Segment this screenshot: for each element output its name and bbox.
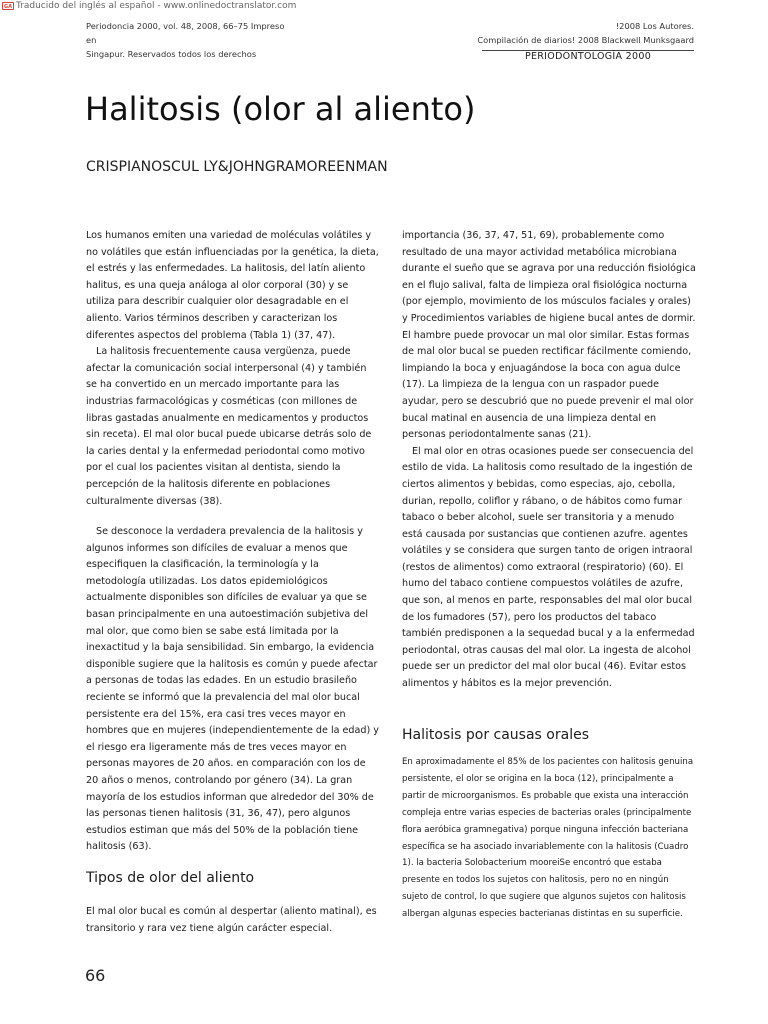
section-heading-oral-causes: Halitosis por causas orales: [402, 727, 589, 743]
citation-line-2: Singapur. Reservados todos los derechos: [86, 49, 257, 59]
body-paragraph: La halitosis frecuentemente causa vergüenza, puede afectar la comunicación social interpersonal (4) y también se ha convertido en un mercado importante para las industrias farmacológicas y cosméticas (con millones de libras gastadas anualmente en medicamentos y productos sin receta). El mal olor bucal puede ubicarse detrás solo de la caries dental y la enfermedad periodontal como motivo por el cual los pacientes visitan al dentista, siendo la percepción de la halitosis diferente en poblaciones culturalmente diversas (38).: [86, 346, 372, 507]
copyright-line-2: Compilación de diarios! 2008 Blackwell Munksgaard: [477, 35, 694, 45]
page-number: 66: [85, 966, 106, 985]
citation-line-1: Periodoncia 2000, vol. 48, 2008, 66–75 Impreso en: [86, 21, 285, 45]
article-authors: CRISPIANOSCUL LY&JOHNGRAMOREENMAN: [86, 159, 388, 175]
section-heading-breath-types: Tipos de olor del aliento: [86, 870, 255, 886]
body-paragraph: Se desconoce la verdadera prevalencia de la halitosis y algunos informes son difíciles de evaluar a menos que especifiquen la clasificación, la terminología y la metodología utilizadas. Los datos epidemiológicos actualmente disponibles son difíciles de evaluar ya que se basan principalmente en una autoestimación subjetiva del mal olor, que como bien se sabe está limitada por la inexactitud y la baja sensibilidad. Sin embargo, la evidencia disponible sugiere que la halitosis es común y puede afectar a personas de todas las edades. En un estudio brasileño reciente se informó que la prevalencia del mal olor bucal persistente era del 15%, era casi tres veces mayor en hombres que en mujeres (independientemente de la edad) y el riesgo era ligeramente más de tres veces mayor en personas mayores de 20 años. en comparación con los de 20 años o menos, controlando por género (34). La gran mayoría de los estudios informan que alrededor del 30% de las personas tienen halitosis (31, 36, 47), pero algunos estudios estiman que más del 50% de la población tiene halitosis (63).: [86, 526, 379, 853]
citation-header: [86, 19, 286, 61]
body-paragraph: Los humanos emiten una variedad de moléculas volátiles y no volátiles que están influenciadas por la genética, la dieta, el estrés y las enfermedades. La halitosis, del latín aliento halitus, es una queja análoga al olor corporal (30) y se utiliza para describir cualquier olor desagradable en el aliento. Varios términos describen y caracterizan los diferentes aspectos del problema (Tabla 1) (37, 47).: [86, 230, 379, 341]
journal-name: PERIODONTOLOGÍA 2000: [524, 51, 652, 62]
translation-banner: [2, 0, 296, 11]
copyright-header: [440, 19, 694, 47]
translation-banner-text[interactable]: Traducido del inglés al español - www.onlinedoctranslator.com: [16, 0, 297, 11]
translate-icon: GA: [2, 2, 14, 10]
right-column: [402, 228, 696, 693]
left-column-continued: [86, 904, 380, 937]
copyright-line-1: !2008 Los Autores.: [615, 21, 694, 31]
left-column: [86, 228, 380, 856]
body-paragraph: En aproximadamente el 85% de los pacientes con halitosis genuina persistente, el olor se origina en la boca (12), principalmente a partir de microorganismos. Es probable que exista una interacción compleja entre varias especies de bacterias orales (principalmente flora aeróbica gramnegativa) porque ninguna infección bacteriana específica se ha asociado invariablemente con la halitosis (Cuadro 1). la bacteria Solobacterium mooreiSe encontró que estaba presente en todos los sujetos con halitosis, pero no en ningún sujeto de control, lo que sugiere que algunos sujetos con halitosis albergan algunas especies bacterianas distintas en su superficie.: [402, 757, 694, 920]
article-title: Halitosis (olor al aliento): [85, 90, 476, 128]
body-paragraph: El mal olor bucal es común al despertar (aliento matinal), es transitorio y rara vez tiene algún carácter especial.: [86, 906, 377, 934]
body-paragraph: El mal olor en otras ocasiones puede ser consecuencia del estilo de vida. La halitosis como resultado de la ingestión de ciertos alimentos y bebidas, como especias, ajo, cebolla, durian, repollo, coliflor y rábano, o de hábitos como fumar tabaco o beber alcohol, suele ser transitoria y a menudo está causada por sustancias que contienen azufre. agentes volátiles y se considera que surgen tanto de origen intraoral (restos de alimentos) como extraoral (respiratorio) (60). El humo del tabaco contiene compuestos volátiles de azufre, que son, al menos en parte, responsables del mal olor bucal de los fumadores (57), pero los productos del tabaco también predisponen a la sequedad bucal y a la enfermedad periodontal, otras causas del mal olor. La ingesta de alcohol puede ser un predictor del mal olor bucal (46). Evitar estos alimentos y hábitos es la mejor prevención.: [402, 445, 695, 690]
right-column-continued: [402, 754, 696, 923]
body-paragraph: importancia (36, 37, 47, 51, 69), probablemente como resultado de una mayor actividad metabólica microbiana durante el sueño que se agrava por una reducción fisiológica en el flujo salival, falta de limpieza oral fisiológica nocturna (por ejemplo, movimiento de los músculos faciales y orales) y Procedimientos variables de higiene bucal antes de dormir. El hambre puede provocar un mal olor similar. Estas formas de mal olor bucal se pueden rectificar fácilmente comiendo, limpiando la boca y enjuagándose la boca con agua dulce (17). La limpieza de la lengua con un raspador puede ayudar, pero se descubrió que no puede prevenir el mal olor bucal matinal en ausencia de una limpieza dental en personas periodontalmente sanas (21).: [402, 230, 696, 441]
